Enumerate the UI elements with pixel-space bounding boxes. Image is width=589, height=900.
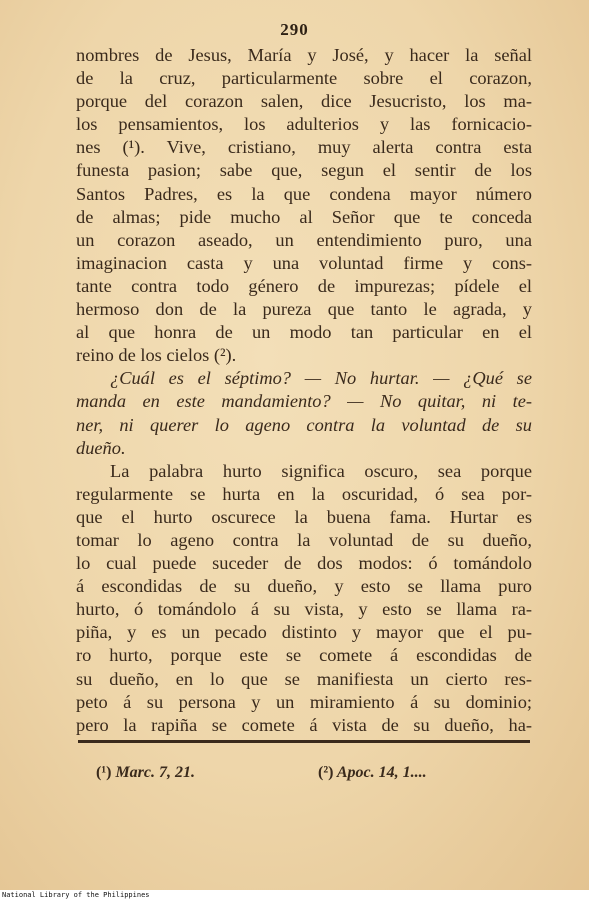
footnote-text: Apoc. 14, 1....: [336, 764, 427, 781]
text-line: que el hurto oscurece la buena fama. Hurtar es: [76, 506, 532, 527]
text-line: regularmente se hurta en la oscuridad, ó sea por-: [76, 483, 532, 504]
text-line: peto á su persona y un miramiento á su dominio;: [76, 691, 532, 712]
footnote-mark: (²): [318, 764, 334, 781]
text-line: nes (¹). Vive, cristiano, muy alerta contra esta: [76, 137, 532, 158]
question-line: dueño.: [76, 437, 126, 458]
text-line: La palabra hurto significa oscuro, sea porque: [110, 460, 532, 481]
text-line: pero la rapiña se comete á vista de su dueño, ha-: [76, 714, 532, 735]
body-text: [76, 44, 532, 737]
text-line: porque del corazon salen, dice Jesucristo, los ma-: [76, 91, 532, 112]
footnote-2: [318, 764, 427, 782]
text-line: nombres de Jesus, María y José, y hacer la señal: [76, 45, 532, 65]
text-line: tante contra todo género de impurezas; pídele el: [76, 275, 532, 296]
text-line: piña, y es un pecado distinto y mayor que el pu-: [76, 622, 532, 643]
text-line: á escondidas de su dueño, y esto se llama puro: [76, 576, 532, 597]
question-line: ¿Cuál es el séptimo? — No hurtar. — ¿Qué se: [110, 368, 532, 389]
text-line: imaginacion casta y una voluntad firme y cons-: [76, 252, 532, 273]
text-line: funesta pasion; sabe que, segun el sentir de los: [76, 160, 532, 181]
text-line: lo cual puede suceder de dos modos: ó tomándolo: [76, 553, 532, 574]
question-line: manda en este mandamiento? — No quitar, ni te-: [76, 391, 532, 412]
text-line: de almas; pide mucho al Señor que te conceda: [76, 206, 532, 227]
footnote-text: Marc. 7, 21.: [115, 764, 196, 781]
text-line: de la cruz, particularmente sobre el corazon,: [76, 68, 532, 89]
page-number: 290: [280, 20, 309, 39]
text-line: Santos Padres, es la que condena mayor número: [76, 183, 532, 204]
footnote-1: [96, 764, 195, 782]
text-line: hermoso don de la pureza que tanto le agrada, y: [76, 299, 532, 320]
text-line: hurto, ó tomándolo á su vista, y esto se llama ra-: [76, 599, 532, 620]
question-line: ner, ni querer lo ageno contra la voluntad de su: [76, 414, 532, 435]
text-line: un corazon aseado, un entendimiento puro, una: [76, 229, 532, 250]
footnote-mark: (¹): [96, 764, 112, 781]
text-line: su dueño, en lo que se manifiesta un cierto res-: [76, 668, 532, 689]
text-line: tomar lo ageno contra la voluntad de su dueño,: [76, 529, 532, 550]
text-line: reino de los cielos (²).: [76, 345, 237, 366]
text-line: ro hurto, porque este se comete á escondidas de: [76, 645, 532, 666]
footnote-divider: [78, 740, 530, 743]
text-line: los pensamientos, los adulterios y las fornicacio-: [76, 114, 532, 135]
text-line: al que honra de un modo tan particular en el: [76, 322, 532, 343]
library-credit: National Library of the Philippines: [0, 890, 589, 900]
